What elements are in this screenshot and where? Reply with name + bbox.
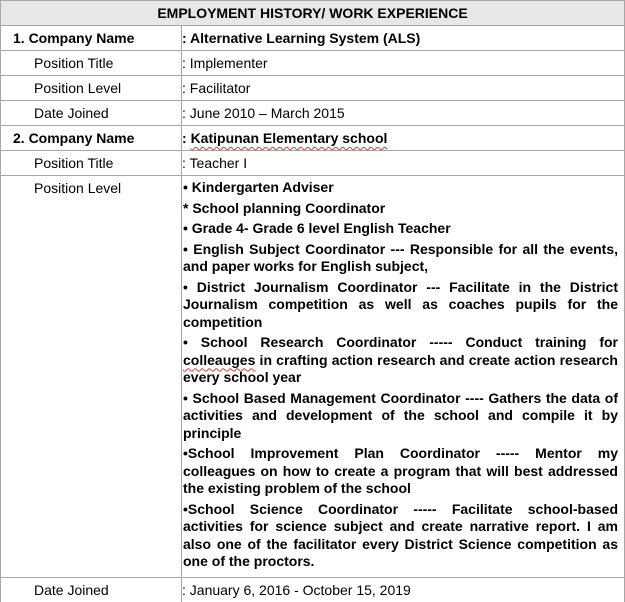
position-title-value: : Implementer — [182, 55, 268, 71]
list-item: • School Research Coordinator ----- Conduct training for colleauges in crafting action research and create action research every school year — [183, 334, 618, 385]
date-joined-value: : January 6, 2016 - October 15, 2019 — [182, 581, 411, 598]
list-item: •School Improvement Plan Coordinator ----- Mentor my colleagues on how to create a program that will best addressed the existing problem of the school — [183, 445, 618, 496]
date-joined-label: Date Joined — [34, 105, 109, 121]
position-title-label: Position Title — [34, 55, 114, 71]
company-label: 1. Company Name — [13, 30, 135, 46]
date-joined-label: Date Joined — [34, 581, 109, 598]
list-item: • Kindergarten Adviser — [183, 179, 334, 195]
list-item: • English Subject Coordinator --- Responsible for all the events, and paper works for English subject, — [183, 240, 618, 274]
position-level-label: Position Level — [34, 180, 122, 196]
position-title-value: : Teacher I — [182, 155, 248, 171]
list-item: •School Science Coordinator ----- Facilitate school-based activities for science subject and create narrative report. I am also one of the facilitator every District Science competition as one of the proctors. — [183, 500, 618, 569]
position-level-label: Position Level — [34, 80, 122, 96]
date-joined-row — [1, 577, 625, 602]
position-level-value: : Facilitator — [182, 80, 251, 96]
position-level-row — [1, 76, 625, 101]
misspelled-word: colleauges — [183, 351, 256, 368]
table-header: EMPLOYMENT HISTORY/ WORK EXPERIENCE — [1, 1, 625, 26]
company-name-value: : Alternative Learning System (ALS) — [182, 30, 421, 46]
date-joined-row — [1, 101, 625, 126]
company-name-value — [182, 126, 624, 150]
date-joined-value: : June 2010 – March 2015 — [182, 105, 345, 121]
company-row-2 — [1, 126, 625, 151]
list-item: • School Based Management Coordinator ---- Gathers the data of activities and development of the school and compile it by principle — [183, 389, 618, 441]
company-label: 2. Company Name — [13, 130, 135, 146]
list-item: • Grade 4- Grade 6 level English Teacher — [183, 220, 451, 236]
position-title-row — [1, 51, 625, 76]
company-row-1 — [1, 26, 625, 51]
table-header-row — [1, 1, 625, 26]
position-level-list — [182, 176, 624, 577]
position-level-row — [1, 176, 625, 578]
company-name-text: Katipunan Elementary school — [190, 130, 388, 146]
list-item: * School planning Coordinator — [183, 199, 386, 216]
list-item: • District Journalism Coordinator --- Facilitate in the District Journalism competition as well as coaches pupils for the competition — [183, 278, 618, 330]
value-prefix: : — [182, 130, 191, 146]
position-title-label: Position Title — [34, 155, 114, 171]
position-title-row — [1, 151, 625, 176]
